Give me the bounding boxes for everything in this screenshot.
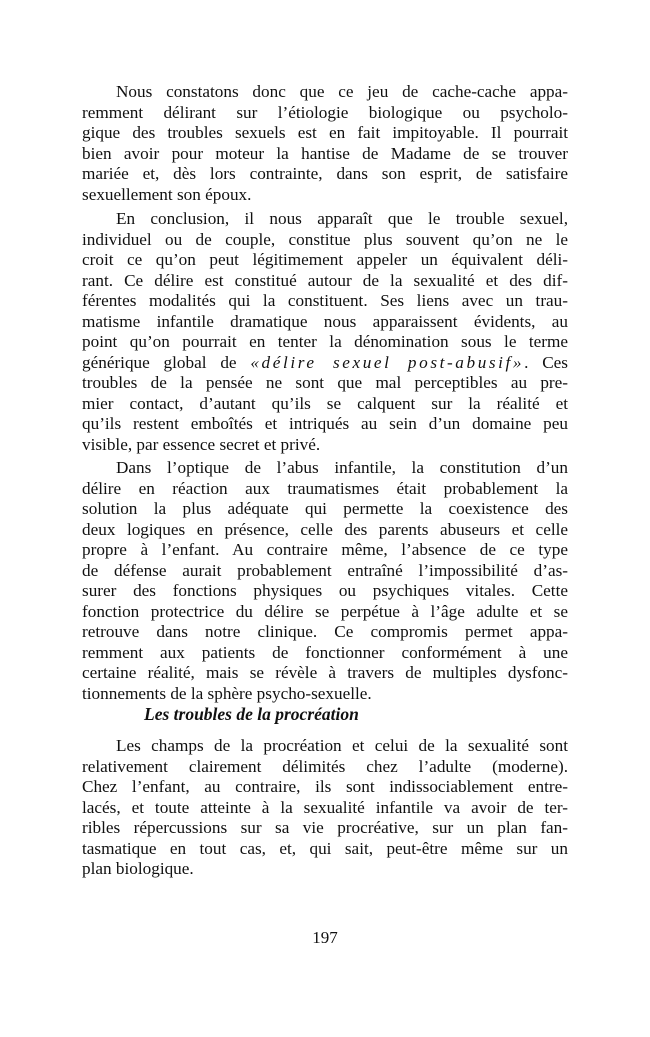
text-line: sexuellement son époux. [82, 184, 252, 204]
text-line: propre à l’enfant. Au contraire même, l’absence de ce type [82, 540, 568, 559]
text-line: férentes modalités qui la constituent. Ses liens avec un trau- [82, 291, 568, 310]
text-line: ribles répercussions sur sa vie procréative, sur un plan fan- [82, 818, 568, 837]
text-line: gique des troubles sexuels est en fait impitoyable. Il pourrait [82, 123, 568, 142]
text-line: mariée et, dès lors contrainte, dans son esprit, de satisfaire [82, 164, 568, 183]
paragraph-3 [82, 458, 568, 704]
text-line: lacés, et toute atteinte à la sexualité infantile va avoir de ter- [82, 797, 568, 817]
text-line: bien avoir pour moteur la hantise de Madame de se trouver [82, 143, 568, 163]
text-line: fonction protectrice du délire se perpétue à l’âge adulte et se [82, 601, 568, 621]
text-line: rant. Ce délire est constitué autour de la sexualité et des dif- [82, 270, 568, 290]
text-line: mier contact, d’autant qu’ils se calquent sur la réalité et [82, 393, 568, 413]
paragraph-2 [82, 209, 568, 455]
text-fragment: générique global de [82, 352, 251, 372]
emphasized-term: «délire sexuel post-abusif» [250, 352, 525, 372]
text-line: deux logiques en présence, celle des parents abuseurs et celle [82, 519, 568, 539]
text-line: point qu’on pourrait en tenter la dénomination sous le terme [82, 332, 568, 351]
text-line: tionnements de la sphère psycho-sexuelle. [82, 683, 372, 703]
text-line: visible, par essence secret et privé. [82, 434, 321, 454]
text-line-with-emphasis [82, 353, 568, 374]
paragraph-4 [82, 736, 568, 880]
text-line: remment délirant sur l’étiologie biologique ou psycholo- [82, 102, 568, 122]
text-line: délire en réaction aux traumatismes était probablement la [82, 478, 568, 498]
text-line: plan biologique. [82, 859, 194, 878]
text-line: relativement clairement délimités chez l’adulte (moderne). [82, 756, 568, 776]
text-line: de défense aurait probablement entraîné l’impossibilité d’as- [82, 560, 568, 580]
paragraph-1 [82, 82, 568, 205]
text-line: individuel ou de couple, constitue plus souvent qu’on ne le [82, 229, 568, 249]
page-number: 197 [312, 928, 338, 947]
text-line: remment aux patients de fonctionner conformément à une [82, 642, 568, 662]
text-line: croit ce qu’on peut légitimement appeler un équivalent déli- [82, 250, 568, 269]
text-line: qu’ils restent emboîtés et intriqués au sein d’un domaine peu [82, 414, 568, 433]
text-fragment: . Ces [524, 352, 568, 372]
text-line: Nous constatons donc que ce jeu de cache-cache appa- [116, 82, 568, 101]
text-line: troubles de la pensée ne sont que mal perceptibles au pre- [82, 373, 568, 392]
text-line: Dans l’optique de l’abus infantile, la constitution d’un [116, 458, 568, 477]
text-line: retrouve dans notre clinique. Ce compromis permet appa- [82, 622, 568, 641]
text-line: tasmatique en tout cas, et, qui sait, peut-être même sur un [82, 838, 568, 858]
text-line: Les champs de la procréation et celui de la sexualité sont [116, 736, 568, 755]
section-heading: Les troubles de la procréation [144, 704, 359, 724]
text-line: En conclusion, il nous apparaît que le trouble sexuel, [116, 209, 568, 228]
text-line: matisme infantile dramatique nous apparaissent évidents, au [82, 311, 568, 331]
text-line: solution la plus adéquate qui permette la coexistence des [82, 499, 568, 518]
text-line: surer des fonctions physiques ou psychiques vitales. Cette [82, 581, 568, 600]
text-line: Chez l’enfant, au contraire, ils sont indissociablement entre- [82, 777, 568, 796]
text-line: certaine réalité, mais se révèle à travers de multiples dysfonc- [82, 663, 568, 682]
